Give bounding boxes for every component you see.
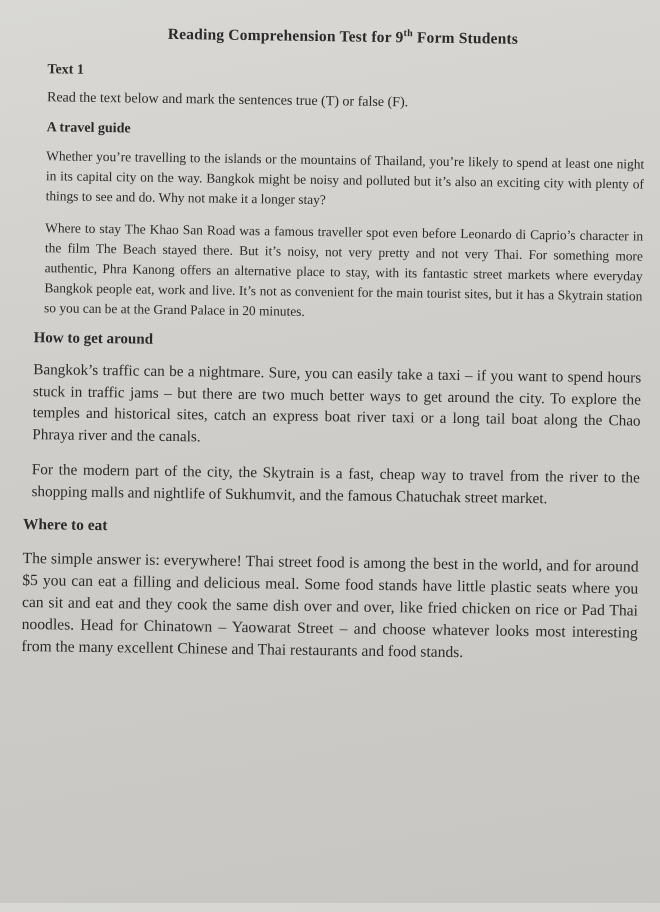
text-1-section [26,62,646,327]
where-to-eat-section [21,516,639,667]
get-around-paragraph-2: For the modern part of the city, the Skytrain is a fast, cheap way to travel from the river to the shopping malls and nightlife of Sukhumvit, and the famous Chatuchak street market. [31,461,640,507]
title-superscript: th [403,28,413,40]
page-title [30,24,646,51]
where-to-stay-paragraph: Where to stay The Khao San Road was a famous traveller spot even before Leonardo di Caprio’s character in the film The Beach stayed there. But it’s noisy, not very pretty and not very Thai. For something more authentic, Phra Kanong offers an alternative place to stay, with its fantastic street markets where everyday Bangkok people eat, work and live. It’s not as convenient for the main tourist sites, but it has a Skytrain station so you can be at the Grand Palace in 20 minutes. [44,220,644,319]
instruction-text: Read the text below and mark the sentences true (T) or false (F). [46,90,409,111]
get-around-section [23,330,641,511]
where-to-eat-heading: Where to eat [22,515,108,535]
article-heading: A travel guide [46,120,131,137]
intro-paragraph: Whether you’re travelling to the islands or the mountains of Thailand, you’re likely to spend at least one night in its capital city on the way. Bangkok might be noisy and polluted but it’s also an exciting city with plenty of things to see and do. Why not make it a longer stay? [45,148,645,208]
text-label: Text 1 [47,62,84,78]
get-around-paragraph-1: Bangkok’s traffic can be a nightmare. Sure, you can easily take a taxi – if you want to spend hours stuck in traffic jams – but there are two much better ways to get around the city. To explore the temples and historical sites, catch an express boat river taxi or a long tail boat along the Chao Phraya river and the canals. [32,361,642,445]
title-suffix: Form Students [412,29,519,48]
where-to-eat-paragraph: The simple answer is: everywhere! Thai street food is among the best in the world, and for around $5 you can eat a filling and delicious meal. Some food stands have little plastic seats where you can sit and eat and they cook the same dish over and over, like fried chicken on rice or Pad Thai noodles. Head for Chinatown – Yaowarat Street – and choose whatever looks most interesting from the many excellent Chinese and Thai restaurants and food stands. [21,549,639,662]
get-around-heading: How to get around [33,330,154,348]
title-text: Reading Comprehension Test for 9 [167,25,404,47]
